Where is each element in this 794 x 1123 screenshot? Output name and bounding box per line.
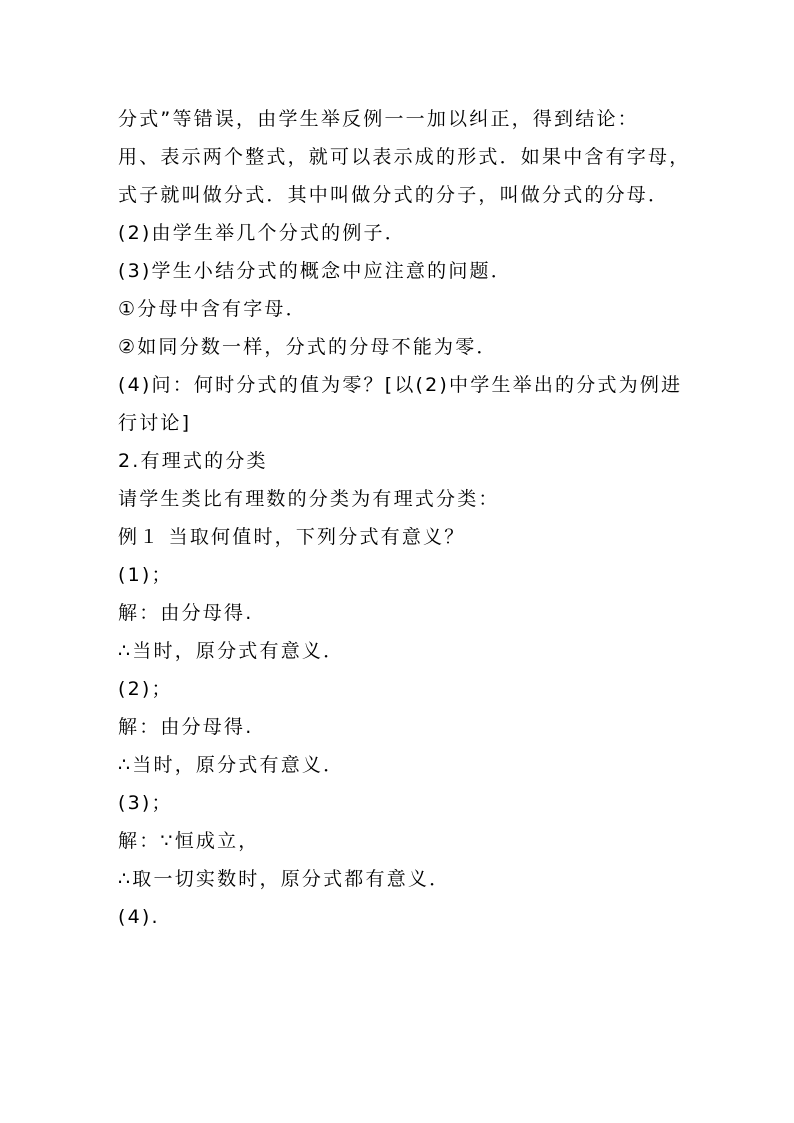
text-line: 请学生类比有理数的分类为有理式分类： [118, 488, 500, 510]
text-line: (2)； [118, 678, 173, 700]
text-line: 用、表示两个整式，就可以表示成的形式．如果中含有字母， [118, 146, 691, 168]
document-body [118, 100, 698, 936]
text-line: 解：∵恒成立， [118, 830, 260, 852]
text-line: ②如同分数一样，分式的分母不能为零． [118, 336, 498, 358]
text-line: 行讨论] [118, 412, 192, 434]
text-line: 分式”等错误，由学生举反例一一加以纠正，得到结论： [118, 108, 639, 130]
text-line: ∴当时，原分式有意义． [118, 640, 345, 662]
text-line: (3)； [118, 792, 173, 814]
section-heading: 2.有理式的分类 [118, 450, 268, 472]
text-line: ①分母中含有字母． [118, 298, 307, 320]
text-line: ∴当时，原分式有意义． [118, 754, 345, 776]
text-line: (1)； [118, 564, 173, 586]
text-line: 式子就叫做分式．其中叫做分式的分子，叫做分式的分母． [118, 184, 670, 206]
text-line: ∴取一切实数时，原分式都有意义． [118, 868, 451, 890]
text-line: (2)由学生举几个分式的例子． [118, 222, 406, 244]
text-line: 解：由分母得. [118, 716, 254, 738]
text-line: (4). [118, 906, 160, 928]
text-line: (4)问：何时分式的值为零？[以(2)中学生举出的分式为例进 [118, 374, 683, 396]
text-line: 解：由分母得. [118, 602, 254, 624]
text-line: (3)学生小结分式的概念中应注意的问题． [118, 260, 512, 282]
example-heading: 例１ 当取何值时，下列分式有意义？ [118, 526, 466, 548]
